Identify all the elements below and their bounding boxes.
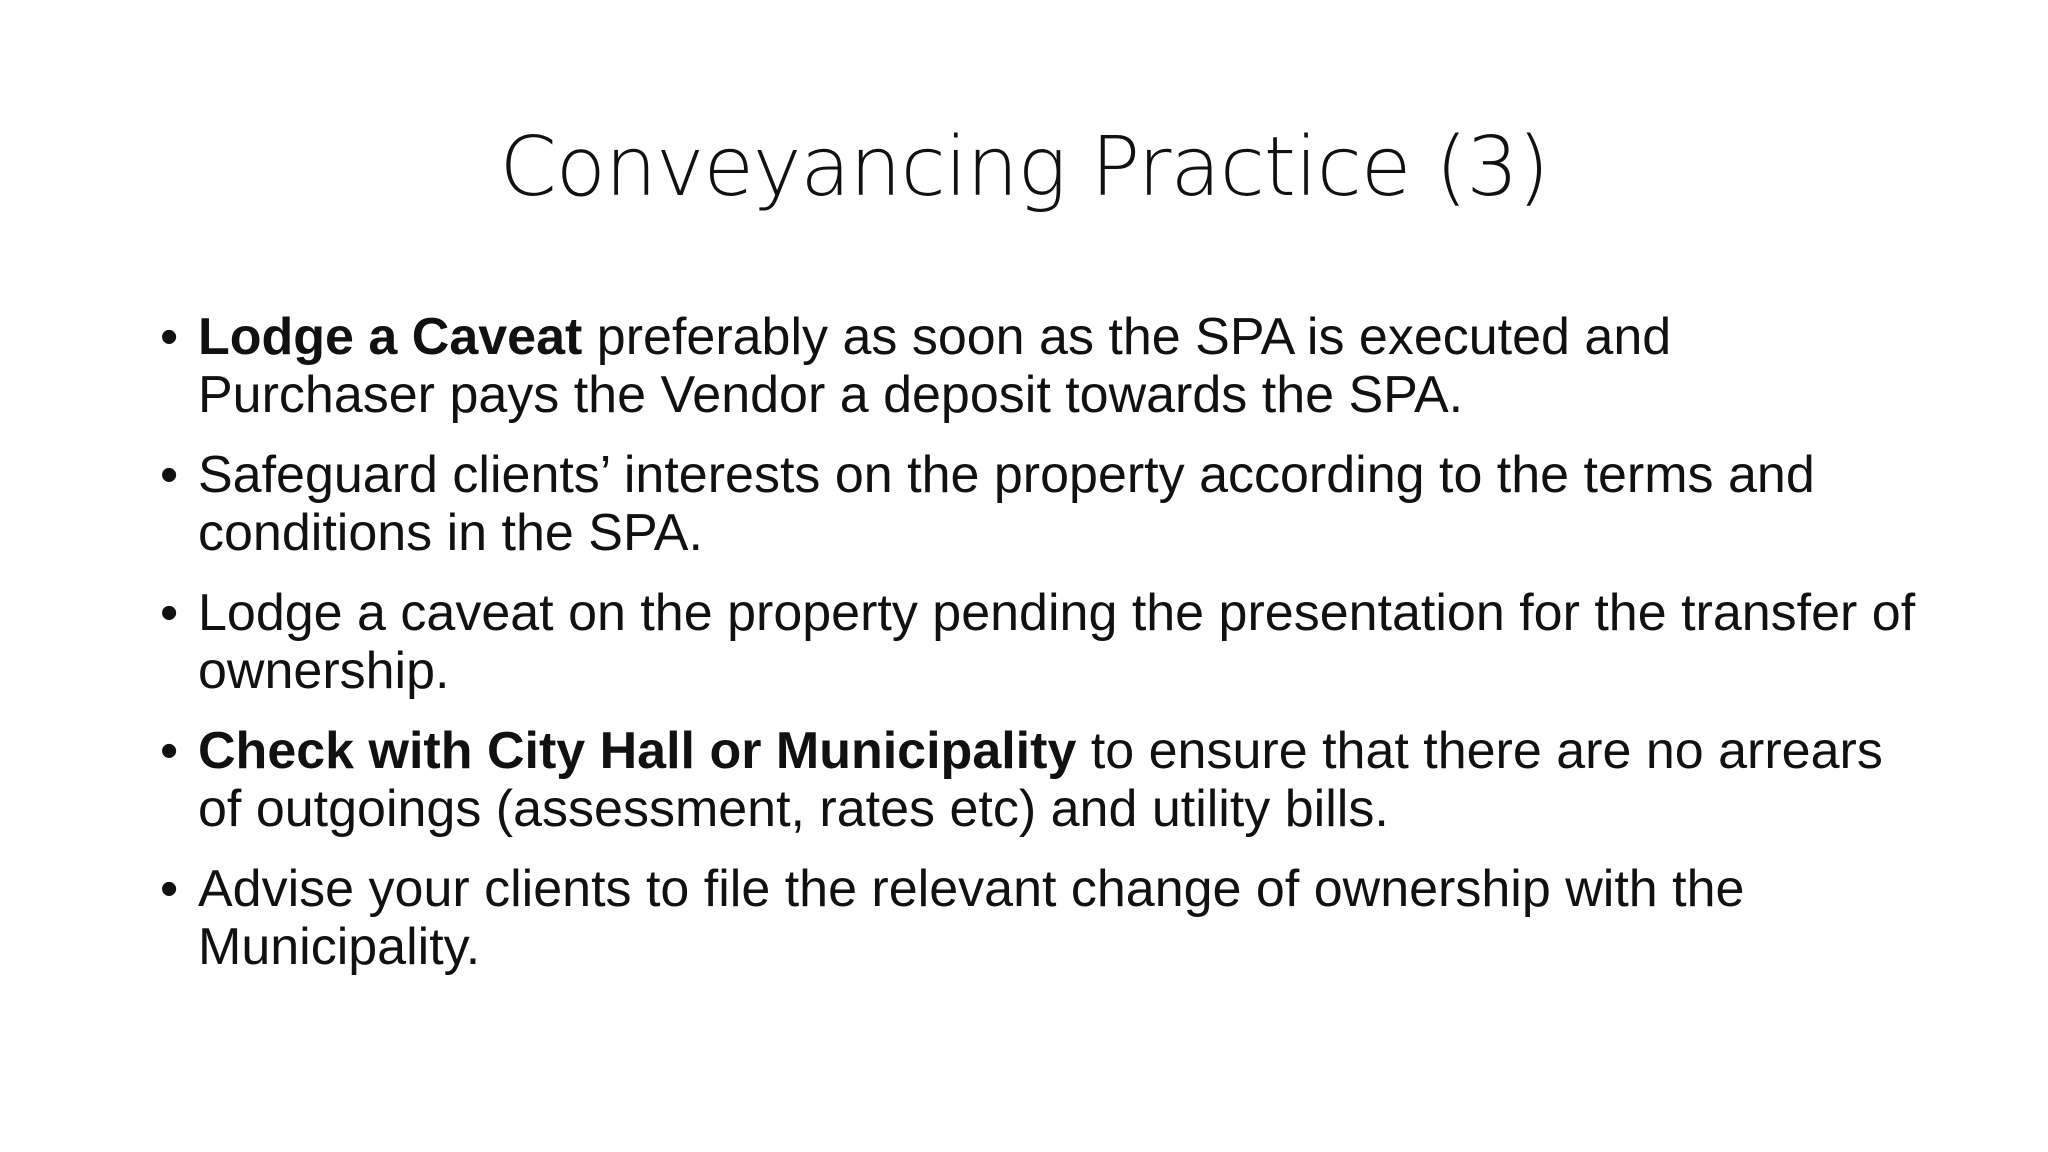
- bullet-text: Advise your clients to file the relevant change of ownership with the Municipality.: [198, 860, 1745, 976]
- bullet-text: Lodge a caveat on the property pending the presentation for the transfer of ownership.: [198, 584, 1916, 700]
- bullet-icon: •: [160, 860, 179, 918]
- bullet-icon: •: [160, 308, 179, 366]
- bullet-icon: •: [160, 446, 179, 504]
- slide-title: Conveyancing Practice (3): [499, 120, 1549, 215]
- bullet-item-lodge-caveat: [160, 308, 1920, 424]
- bullet-item-advise-clients: [160, 860, 1920, 976]
- bullet-icon: •: [160, 584, 179, 642]
- bullet-bold-text: Lodge a Caveat: [198, 308, 583, 366]
- bullet-bold-text: Check with City Hall or Municipality: [198, 722, 1077, 780]
- bullet-item-check-city-hall: [160, 722, 1920, 838]
- bullet-text: preferably as soon as the SPA is executed and Purchaser pays the Vendor a deposit towards the SPA.: [198, 308, 1672, 424]
- bullet-icon: •: [160, 722, 179, 780]
- bullet-text: Safeguard clients’ interests on the property according to the terms and conditions in the SPA.: [198, 446, 1815, 562]
- bullet-list: [160, 308, 1920, 998]
- bullet-text: to ensure that there are no arrears of outgoings (assessment, rates etc) and utility bills.: [198, 722, 1883, 838]
- bullet-item-caveat-transfer: [160, 584, 1920, 700]
- bullet-item-safeguard: [160, 446, 1920, 562]
